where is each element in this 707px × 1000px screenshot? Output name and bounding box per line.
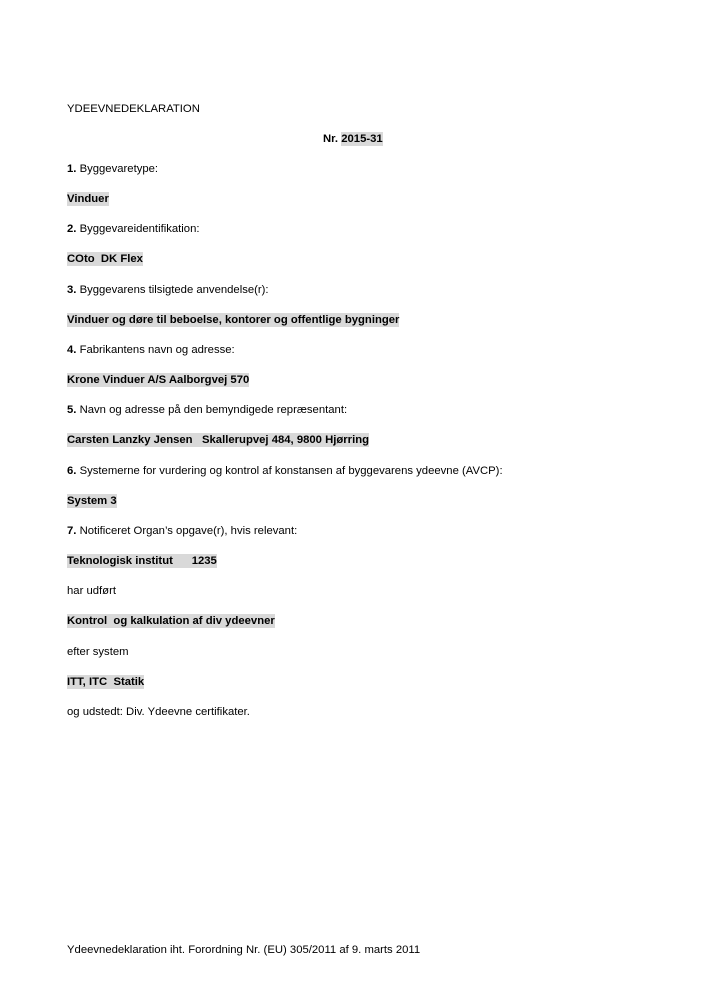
section-7-value: Teknologisk institut 1235 bbox=[67, 555, 217, 567]
system-label: efter system bbox=[67, 646, 129, 658]
section-3-value: Vinduer og døre til beboelse, kontorer og offentlige bygninger bbox=[67, 314, 400, 326]
section-7-label: 7. Notificeret Organ’s opgave(r), hvis relevant: bbox=[67, 525, 298, 537]
section-3-label: 3. Byggevarens tilsigtede anvendelse(r): bbox=[67, 284, 269, 296]
system-value: ITT, ITC Statik bbox=[67, 676, 145, 688]
declaration-number bbox=[323, 132, 383, 147]
section-6-value: System 3 bbox=[67, 495, 117, 507]
section-5-label: 5. Navn og adresse på den bemyndigede repræsentant: bbox=[67, 404, 348, 416]
section-4-label: 4. Fabrikantens navn og adresse: bbox=[67, 344, 235, 356]
section-4-value: Krone Vinduer A/S Aalborgvej 570 bbox=[67, 374, 250, 386]
number-label: Nr. bbox=[323, 133, 339, 145]
issued-text: og udstedt: Div. Ydeevne certifikater. bbox=[67, 706, 250, 718]
page-footer: Ydeevnedeklaration iht. Forordning Nr. (EU) 305/2011 af 9. marts 2011 bbox=[67, 944, 421, 956]
section-1-value: Vinduer bbox=[67, 193, 109, 205]
section-1-label: 1. Byggevaretype: bbox=[67, 163, 159, 175]
performed-value: Kontrol og kalkulation af div ydeevner bbox=[67, 615, 275, 627]
section-5-value: Carsten Lanzky Jensen Skallerupvej 484, 9800 Hjørring bbox=[67, 434, 370, 446]
performed-label: har udført bbox=[67, 585, 116, 597]
section-2-label: 2. Byggevareidentifikation: bbox=[67, 223, 200, 235]
section-2-value: COto DK Flex bbox=[67, 253, 143, 265]
document-title: YDEEVNEDEKLARATION bbox=[67, 103, 200, 115]
section-6-label: 6. Systemerne for vurdering og kontrol af konstansen af byggevarens ydeevne (AVCP): bbox=[67, 465, 503, 477]
number-value: 2015-31 bbox=[341, 133, 383, 145]
